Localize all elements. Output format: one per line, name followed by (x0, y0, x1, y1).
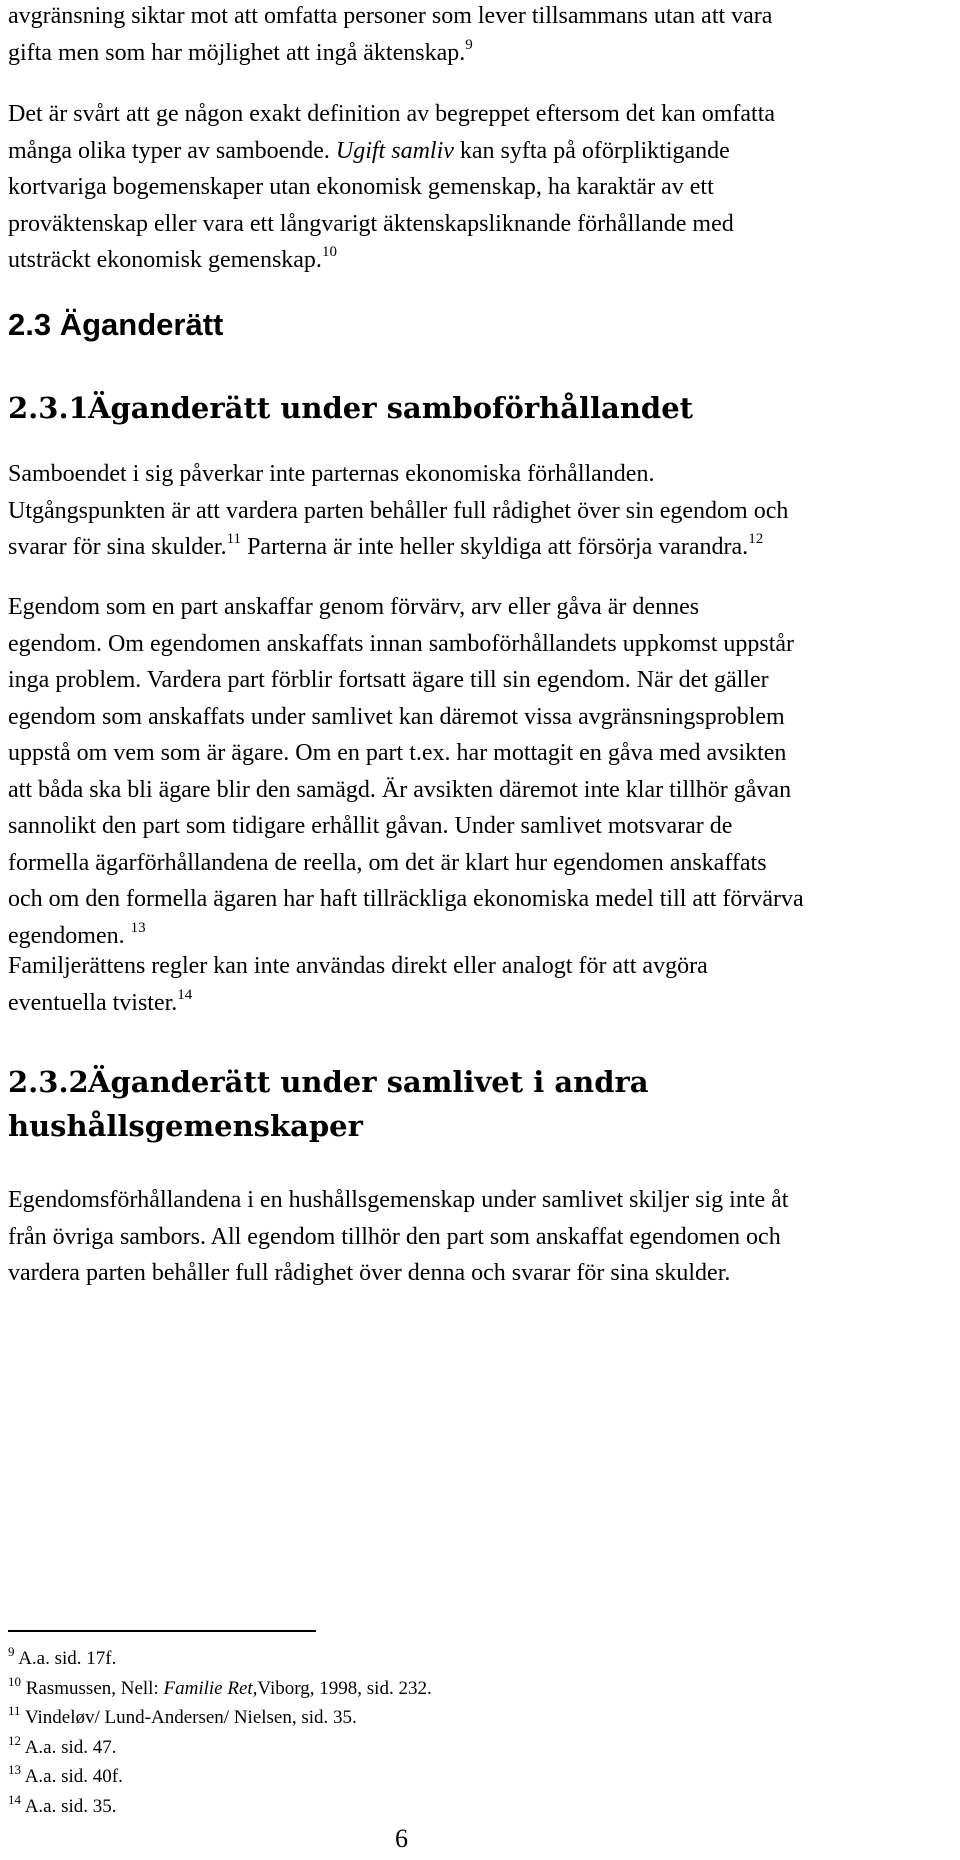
text-line: Det är svårt att ge någon exakt definition av begreppet eftersom det kan omfatta (8, 101, 776, 127)
footnote-ref[interactable]: 14 (177, 986, 193, 1003)
text-line: egendom. Om egendomen anskaffats innan samboförhållandets uppkomst uppstår (8, 630, 795, 657)
text-line: uppstå om vem som är ägare. Om en part t.ex. har mottagit en gåva med avsikten (8, 740, 787, 766)
text-line: egendomen. $^{13}$ (8, 919, 146, 949)
footnote-number: 10 (8, 1673, 21, 1689)
text-line: inga problem. Vardera part förblir fortsatt ägare till sin egendom. När det gäller (8, 667, 769, 693)
text-line: att båda ska bli ägare blir den samägd. Är avsikten däremot inte klar tillhör gåvan (8, 776, 792, 803)
text-line: och om den formella ägaren har haft tillräckliga ekonomiska medel till att förvärva (8, 886, 804, 912)
text-line: utsträckt ekonomisk gemenskap.$^{10}$ (8, 244, 337, 273)
subsection-number: 2.3.1 (8, 391, 89, 425)
text-line: Samboendet i sig påverkar inte parternas ekonomiska förhållanden. (8, 461, 655, 487)
footnote: $^{14}$ A.a. sid. 35. (8, 1791, 117, 1817)
footnote-number: 11 (8, 1703, 21, 1718)
subsection-heading (8, 386, 693, 430)
paragraph (8, 589, 960, 954)
text-line: Familjerättens regler kan inte användas direkt eller analogt för att avgöra (8, 953, 708, 979)
text-line: vardera parten behåller full rådighet över denna och svarar för sina skulder. (8, 1260, 731, 1286)
footnote-separator (8, 1630, 316, 1632)
text-line: sannolikt den part som tidigare erhållit gåvan. Under samlivet motsvarar de (8, 813, 733, 839)
footnote: $^{13}$ A.a. sid. 40f. (8, 1762, 123, 1787)
text-line: Egendomsförhållandena i en hushållsgemenskap under samlivet skiljer sig inte åt (8, 1187, 789, 1213)
italic-term: Ugift samliv (335, 137, 454, 164)
footnote-ref[interactable]: 11 (226, 531, 242, 547)
paragraph (8, 456, 960, 566)
text-line: kortvariga bogemenskaper utan ekonomisk gemenskap, ha karaktär av ett (8, 174, 714, 200)
footnote-number: 12 (8, 1732, 21, 1748)
subsection-number: 2.3.2 (8, 1065, 89, 1099)
text-line: från övriga sambors. All egendom tillhör den part som anskaffat egendomen och (8, 1223, 781, 1250)
text-line: proväktenskap eller vara ett långvarigt äktenskapsliknande förhållande med (8, 210, 734, 237)
footnote: $^{11}$ Vindeløv/ Lund-Andersen/ Nielsen, sid. 35. (8, 1703, 357, 1728)
footnote: $^{10}$ Rasmussen, Nell: Familie Ret,Viborg, 1998, sid. 232. (8, 1673, 432, 1699)
footnote: $^9$ A.a. sid. 17f. (8, 1644, 117, 1669)
paragraph (8, 1182, 960, 1292)
subsection-heading (8, 1060, 649, 1148)
footnote-ref[interactable]: 12 (748, 531, 764, 547)
text-line: eventuella tvister.$^{14}$ (8, 986, 193, 1016)
section-number: 2.3 (8, 307, 52, 342)
text-line: egendom som anskaffats under samlivet kan däremot vissa avgränsningsproblem (8, 703, 785, 730)
footnotes (8, 1644, 432, 1821)
footnote-number: 9 (8, 1644, 15, 1659)
definition-paragraph (8, 96, 960, 279)
text-line: svarar för sina skulder.$^{11}$ Parterna är inte heller skyldiga att försörja varandra.$^{12}$ (8, 531, 764, 560)
page-number: 6 (395, 1824, 408, 1853)
text-line: formella ägarförhållandena de reella, om det är klart hur egendomen anskaffats (8, 849, 767, 876)
text-line: många olika typer av samboende. Ugift samliv kan syfta på oförpliktigande (8, 137, 730, 164)
subsection-title: Äganderätt under samboförhållandet (88, 391, 694, 425)
intro-paragraph (8, 0, 960, 71)
footnote: $^{12}$ A.a. sid. 47. (8, 1732, 117, 1758)
footnote-ref[interactable]: 13 (130, 919, 146, 936)
paragraph (8, 948, 960, 1021)
subsection-title: Äganderätt under samlivet i andra (88, 1065, 649, 1099)
subsection-title-continued: hushållsgemenskaper (8, 1109, 363, 1143)
footnote-ref[interactable]: 9 (465, 36, 473, 53)
text-line: avgränsning siktar mot att omfatta personer som lever tillsammans utan att vara (8, 3, 773, 29)
section-heading (8, 305, 223, 345)
text-line: Egendom som en part anskaffar genom förvärv, arv eller gåva är dennes (8, 594, 700, 620)
footnote-number: 13 (8, 1762, 21, 1777)
footnote-number: 14 (8, 1791, 21, 1807)
text-line: gifta men som har möjlighet att ingå äktenskap.$^9$ (8, 36, 473, 66)
section-title: Äganderätt (59, 307, 224, 342)
text-line: Utgångspunkten är att vardera parten behåller full rådighet över sin egendom och (8, 497, 789, 524)
footnote-ref[interactable]: 10 (321, 244, 337, 260)
